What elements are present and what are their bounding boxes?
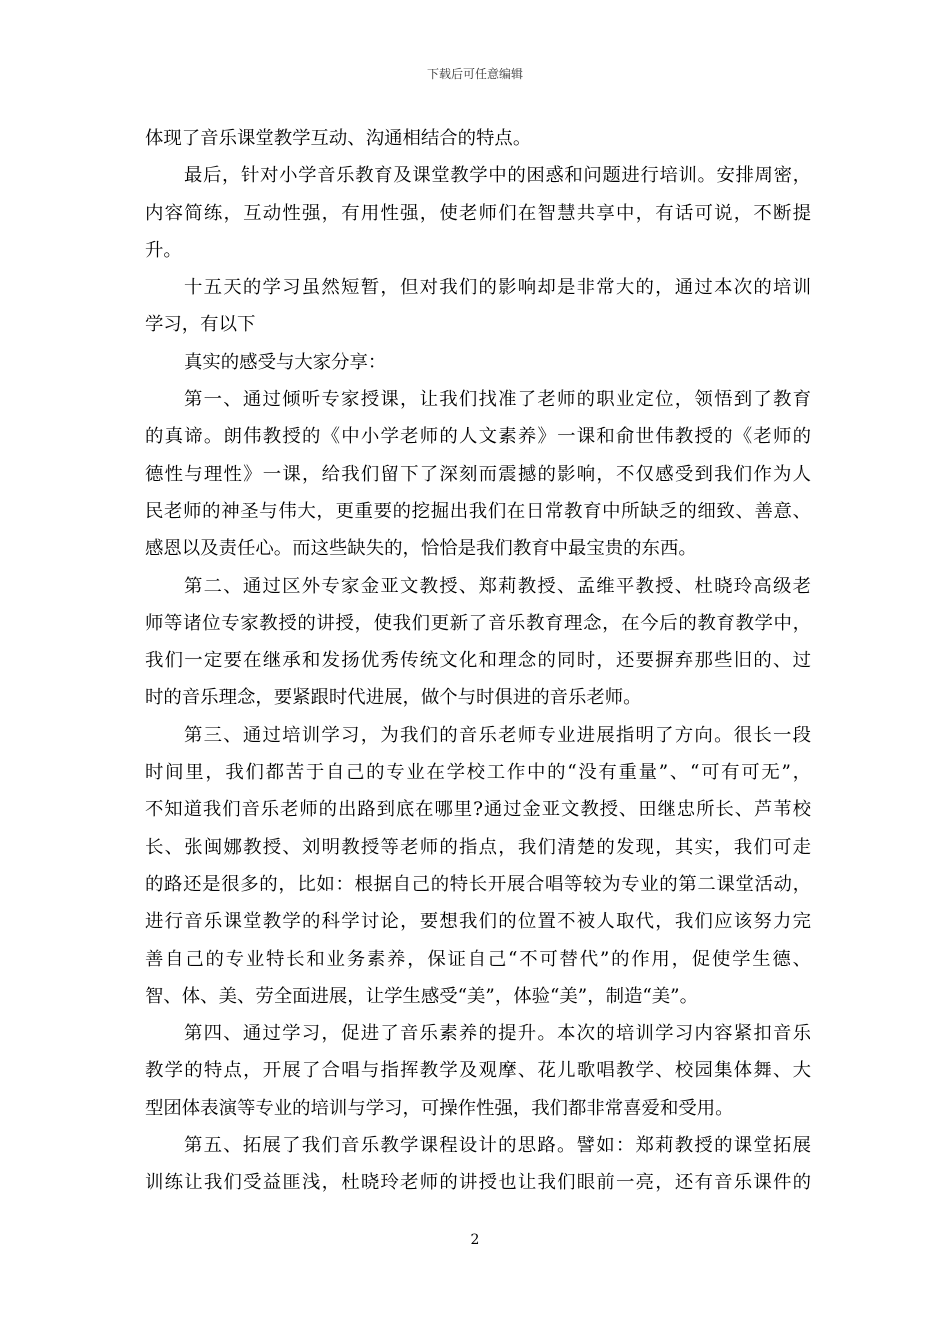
page-number: 2 — [470, 1232, 480, 1248]
text-line: 型团体表演等专业的培训与学习，可操作性强，我们都非常喜爱和受用。 — [145, 1097, 734, 1119]
text-line: 时间里，我们都苦于自己的专业在学校工作中的“没有重量”、“可有可无”， — [145, 762, 811, 784]
text-line: 善自己的专业特长和业务素养，保证自己“不可替代”的作用，促使学生德、 — [145, 948, 811, 970]
text-line: 第一、通过倾听专家授课，让我们找准了老师的职业定位，领悟到了教育 — [184, 389, 811, 411]
text-line: 不知道我们音乐老师的出路到底在哪里?通过金亚文教授、田继忠所长、芦苇校 — [145, 799, 811, 821]
text-line: 感恩以及责任心。而这些缺失的，恰恰是我们教育中最宝贵的东西。 — [145, 538, 697, 560]
text-line: 最后，针对小学音乐教育及课堂教学中的困惑和问题进行培训。安排周密， — [184, 165, 811, 187]
text-line: 时的音乐理念，要紧跟时代进展，做个与时俱进的音乐老师。 — [145, 687, 642, 709]
text-line: 升。 — [145, 239, 182, 261]
text-line: 内容简练，互动性强，有用性强，使老师们在智慧共享中，有话可说，不断提 — [145, 202, 811, 224]
text-line: 教学的特点，开展了合唱与指挥教学及观摩、花儿歌唱教学、校园集体舞、大 — [145, 1060, 811, 1082]
text-line: 的真谛。朗伟教授的《中小学老师的人文素养》一课和俞世伟教授的《老师的 — [145, 426, 811, 448]
text-line: 训练让我们受益匪浅，杜晓玲老师的讲授也让我们眼前一亮，还有音乐课件的 — [145, 1172, 811, 1194]
document-body — [145, 120, 811, 1202]
text-line: 体现了音乐课堂教学互动、沟通相结合的特点。 — [145, 128, 532, 149]
text-line: 民老师的神圣与伟大，更重要的挖掘出我们在日常教育中所缺乏的细致、善意、 — [145, 500, 811, 522]
text-line: 第三、通过培训学习，为我们的音乐老师专业进展指明了方向。很长一段 — [184, 724, 811, 746]
text-line: 长、张闽娜教授、刘明教授等老师的指点，我们清楚的发现，其实，我们可走 — [145, 836, 811, 858]
text-line: 我们一定要在继承和发扬优秀传统文化和理念的同时，还要摒弃那些旧的、过 — [145, 650, 811, 672]
page-header: 下载后可任意编辑 — [426, 67, 523, 81]
text-line: 德性与理性》一课，给我们留下了深刻而震撼的影响，不仅感受到我们作为人 — [145, 463, 811, 485]
text-line: 第四、通过学习，促进了音乐素养的提升。本次的培训学习内容紧扣音乐 — [184, 1023, 811, 1045]
text-line: 进行音乐课堂教学的科学讨论，要想我们的位置不被人取代，我们应该努力完 — [145, 911, 811, 933]
text-line: 真实的感受与大家分享： — [184, 351, 387, 373]
text-line: 智、体、美、劳全面进展，让学生感受“美”，体验“美”，制造“美”。 — [145, 985, 698, 1007]
text-line: 第二、通过区外专家金亚文教授、郑莉教授、孟维平教授、杜晓玲高级老 — [184, 575, 811, 597]
text-line: 第五、拓展了我们音乐教学课程设计的思路。譬如：郑莉教授的课堂拓展 — [184, 1135, 811, 1157]
text-line: 十五天的学习虽然短暂，但对我们的影响却是非常大的，通过本次的培训 — [184, 277, 811, 299]
text-line: 的路还是很多的，比如：根据自己的特长开展合唱等较为专业的第二课堂活动， — [145, 873, 811, 895]
text-line: 师等诸位专家教授的讲授，使我们更新了音乐教育理念，在今后的教育教学中， — [145, 612, 811, 634]
text-line: 学习，有以下 — [145, 314, 256, 336]
